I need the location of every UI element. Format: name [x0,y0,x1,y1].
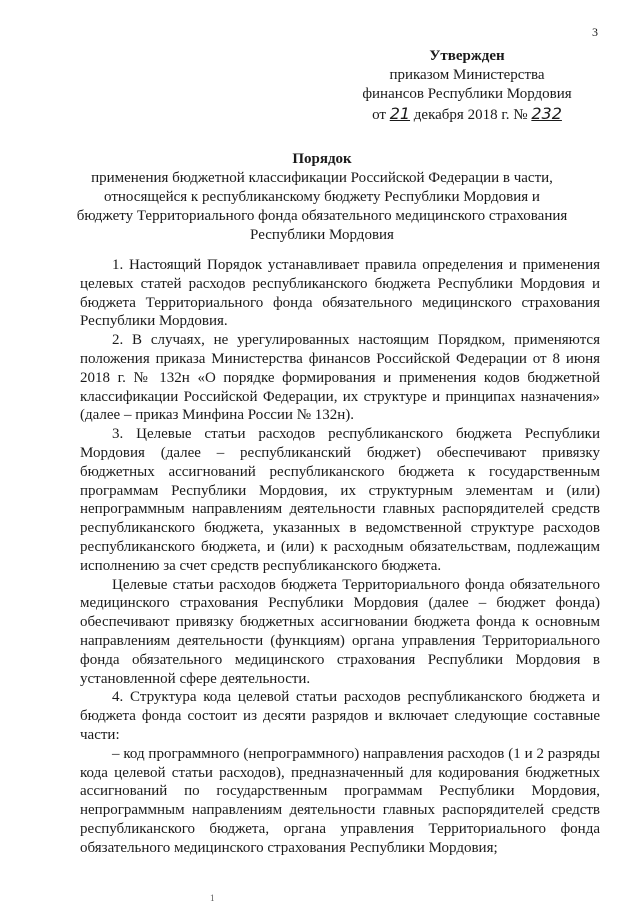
page-number-top: 3 [592,25,598,39]
paragraph-3: 3. Целевые статьи расходов республиканского бюджета Республики Мордовия (далее – республиканский бюджет) обеспечивают привязку бюджетных ассигнований республиканского бюджета к государственным программам Республики Мордовия, их структурным элементам и (или) непрограммным направлениям деятельности главных распорядителей средств республиканского бюджета, указанных в ведомственной структуре расходов республиканского бюджета, и (или) к расходным обязательствам, подлежащим исполнению за счет средств республиканского бюджета. [80,426,600,574]
page-number-bottom: 1 [210,893,215,903]
document-title-block [44,150,600,245]
date-prefix: от [372,107,386,123]
approval-date [337,104,597,125]
title-line: бюджету Территориального фонда обязательного медицинского страхования [76,208,568,224]
approval-line-1: приказом Министерства [389,67,545,83]
document-body [80,256,600,858]
date-text: декабря 2018 г. № [413,107,528,123]
paragraph-1: 1. Настоящий Порядок устанавливает правила определения и применения целевых статей расходов республиканского бюджета Республики Мордовия и бюджета Территориального фонда обязательного медицинского страхования Республики Мордовия. [80,257,600,330]
approval-stamp [337,47,597,125]
handwritten-day: 21 [389,104,411,123]
document-title: Порядок [292,151,352,167]
paragraph-3-continued: Целевые статьи расходов бюджета Территориального фонда обязательного медицинского страхования Республики Мордовия (далее – бюджет фонда) обеспечивают привязку бюджетных ассигновании бюджета фонда к основным направлениям деятельности (функциям) органа управления Территориального фонда обязательного медицинского страхования Республики Мордовия в установленной сфере деятельности. [80,576,600,687]
title-line: относящейся к республиканскому бюджету Республики Мордовия и [104,189,540,205]
paragraph-2: 2. В случаях, не урегулированных настоящим Порядком, применяются положения приказа Министерства финансов Российской Федерации от 8 июня 2018 г. № 132н «О порядке формирования и применения кодов бюджетной классификации Российской Федерации, их структуре и принципах назначения» (далее – приказ Минфина России № 132н). [80,332,600,424]
approval-line-2: финансов Республики Мордовия [362,86,572,102]
title-line: Республики Мордовия [250,227,394,243]
title-line: применения бюджетной классификации Российской Федерации в части, [91,170,553,186]
handwritten-number: 232 [531,104,562,123]
paragraph-4: 4. Структура кода целевой статьи расходов республиканского бюджета и бюджета фонда состоит из десяти разрядов и включает следующие составные части: [80,689,600,743]
list-item: – код программного (непрограммного) направления расходов (1 и 2 разряды кода целевой статьи расходов), предназначенный для кодирования бюджетных ассигнований по государственным программам Республики Мордовия, непрограммным направлениям деятельности главных распорядителей средств республиканского бюджета, органа управления Территориального фонда обязательного медицинского страхования Республики Мордовия; [80,745,600,856]
approved-label: Утвержден [429,48,505,64]
